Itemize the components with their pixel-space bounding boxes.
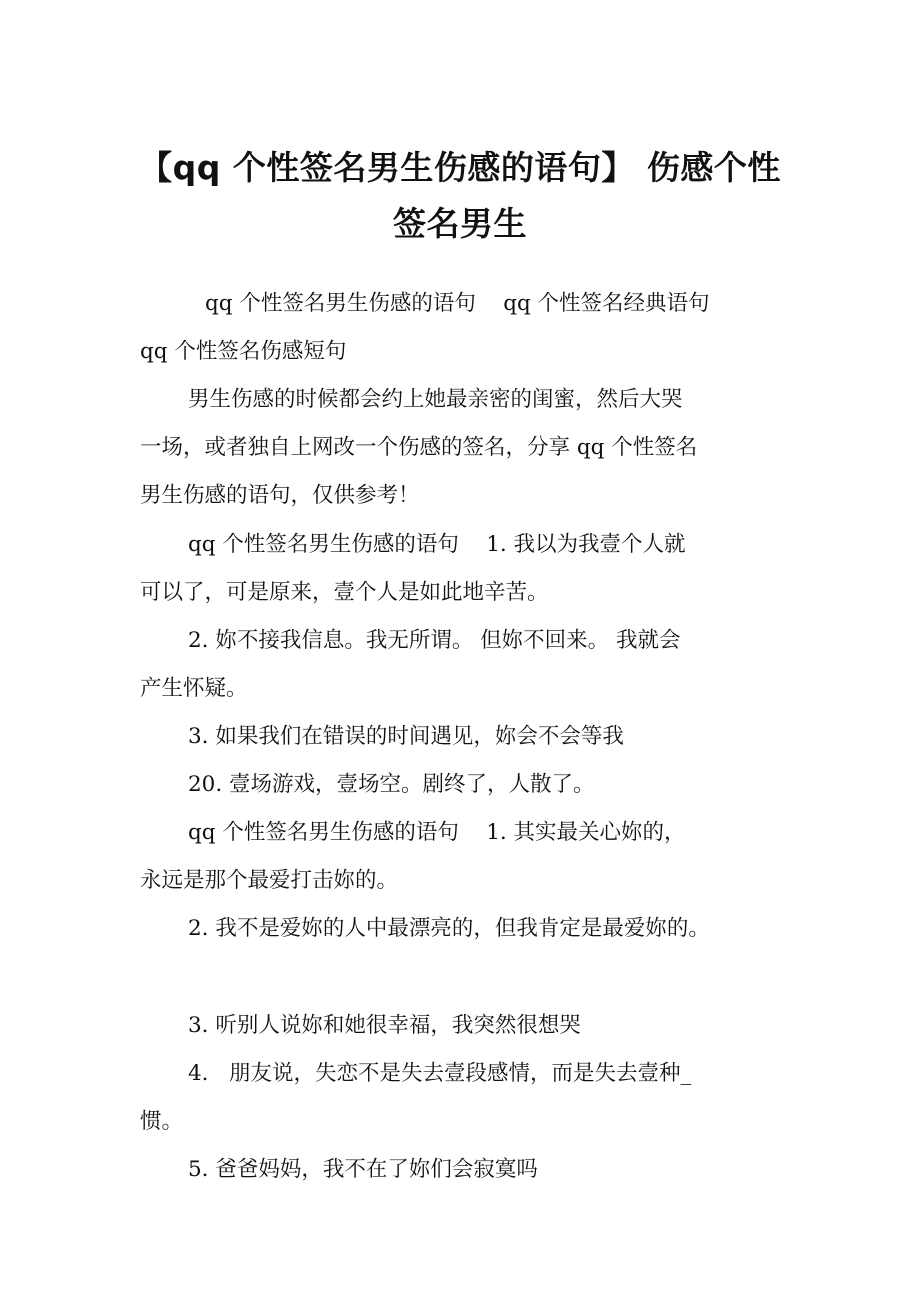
intro-line-2: qq 个性签名伤感短句	[140, 339, 347, 364]
paragraph-line: 永远是那个最爱打击妳的。	[140, 868, 399, 893]
paragraph-line: 产生怀疑。	[140, 676, 248, 701]
intro-line-1: qq 个性签名男生伤感的语句 qq 个性签名经典语句	[205, 291, 710, 316]
paragraph-line: 3. 如果我们在错误的时间遇见，妳会不会等我	[188, 724, 624, 749]
paragraph-line: qq 个性签名男生伤感的语句 1. 我以为我壹个人就	[188, 532, 686, 557]
paragraph-line: 3. 听别人说妳和她很幸福，我突然很想哭	[188, 1013, 581, 1038]
paragraph-line: 一场，或者独自上网改一个伤感的签名，分享 qq 个性签名	[140, 435, 698, 460]
paragraph-line: 惯。	[140, 1109, 184, 1134]
paragraph-line: 5. 爸爸妈妈，我不在了妳们会寂寞吗	[188, 1157, 538, 1182]
paragraph-line: 20. 壹场游戏，壹场空。剧终了，人散了。	[188, 772, 595, 797]
paragraph-line: 4. 朋友说，失恋不是失去壹段感情，而是失去壹种_	[188, 1061, 692, 1086]
paragraph-line: 可以了，可是原来，壹个人是如此地辛苦。	[140, 580, 549, 605]
document-title-line-1: 【qq 个性签名男生伤感的语句】 伤感个性	[139, 148, 781, 187]
paragraph-line: 男生伤感的时候都会约上她最亲密的闺蜜，然后大哭	[188, 387, 683, 412]
document-title-line-2: 签名男生	[393, 204, 527, 243]
paragraph-line: 2. 妳不接我信息。我无所谓。 但妳不回来。 我就会	[188, 628, 681, 653]
paragraph-line: qq 个性签名男生伤感的语句 1. 其实最关心妳的，	[188, 820, 686, 845]
paragraph-line: 2. 我不是爱妳的人中最漂亮的，但我肯定是最爱妳的。	[188, 916, 710, 941]
paragraph-line: 男生伤感的语句，仅供参考！	[140, 483, 420, 508]
